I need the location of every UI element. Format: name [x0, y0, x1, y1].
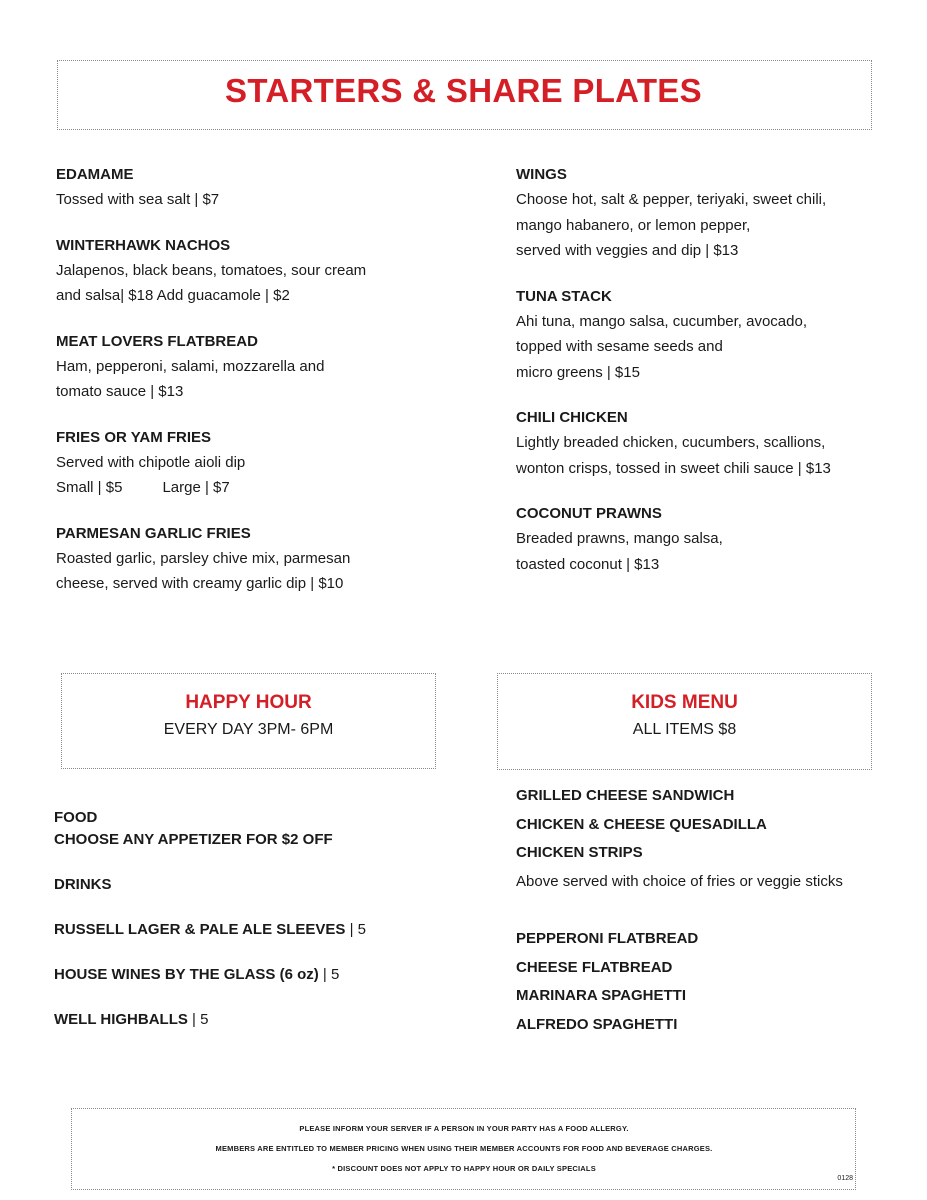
- discount-notice: * DISCOUNT DOES NOT APPLY TO HAPPY HOUR OR DAILY SPECIALS: [332, 1164, 596, 1173]
- kids-item: CHICKEN STRIPS: [516, 844, 643, 861]
- menu-item: [516, 284, 916, 386]
- happy-hour-subtitle: EVERY DAY 3PM- 6PM: [163, 721, 334, 738]
- item-name: PARMESAN GARLIC FRIES: [56, 524, 251, 542]
- drinks-label: DRINKS: [54, 876, 112, 893]
- item-name: MEAT LOVERS FLATBREAD: [56, 332, 258, 350]
- menu-item: [56, 329, 456, 405]
- kids-item: PEPPERONI FLATBREAD: [516, 930, 699, 947]
- item-description: Choose hot, salt & pepper, teriyaki, sweet chili, mango habanero, or lemon pepper, served with veggies and dip | $13: [516, 191, 827, 259]
- item-name: COCONUT PRAWNS: [516, 505, 662, 522]
- menu-item: [516, 501, 916, 577]
- menu-item: [56, 425, 456, 501]
- drink-price: | 5: [318, 966, 340, 983]
- item-description: Roasted garlic, parsley chive mix, parmesan cheese, served with creamy garlic dip | $10: [56, 549, 351, 592]
- item-description: Tossed with sea salt | $7: [56, 191, 220, 208]
- item-description: Ham, pepperoni, salami, mozzarella and tomato sauce | $13: [56, 357, 325, 400]
- kids-item: CHEESE FLATBREAD: [516, 959, 673, 976]
- item-name: WINGS: [516, 166, 567, 183]
- item-name: FRIES OR YAM FRIES: [56, 428, 212, 446]
- page-title: STARTERS & SHARE PLATES: [225, 72, 702, 109]
- item-name: TUNA STACK: [516, 287, 612, 305]
- item-description: Jalapenos, black beans, tomatoes, sour cream and salsa| $18 Add guacamole | $2: [56, 261, 367, 304]
- drink-item: [54, 966, 339, 983]
- kids-item: MARINARA SPAGHETTI: [516, 987, 686, 1004]
- drink-item: [54, 921, 366, 938]
- menu-item: [56, 162, 456, 213]
- small-price: Small | $5: [56, 479, 123, 496]
- kids-menu-subtitle: ALL ITEMS $8: [632, 721, 737, 738]
- drink-name: HOUSE WINES BY THE GLASS (6 oz): [54, 966, 319, 983]
- drink-name: RUSSELL LAGER & PALE ALE SLEEVES: [54, 921, 346, 938]
- food-deal: CHOOSE ANY APPETIZER FOR $2 OFF: [54, 831, 333, 848]
- item-name: EDAMAME: [56, 166, 134, 183]
- kids-item: ALFREDO SPAGHETTI: [516, 1016, 678, 1033]
- food-label: FOOD: [54, 809, 98, 826]
- size-prices: [56, 475, 456, 501]
- menu-item: [56, 521, 456, 597]
- kids-item: CHICKEN & CHEESE QUESADILLA: [516, 816, 767, 833]
- drink-item: [54, 1011, 208, 1028]
- drink-price: | 5: [345, 921, 367, 938]
- large-price: Large | $7: [162, 479, 230, 496]
- happy-hour-title: HAPPY HOUR: [185, 692, 312, 713]
- item-description: Served with chipotle aioli dip: [56, 453, 246, 471]
- item-description: Lightly breaded chicken, cucumbers, scallions, wonton crisps, tossed in sweet chili sauce | $13: [516, 434, 831, 477]
- menu-item: [56, 233, 456, 309]
- drink-name: WELL HIGHBALLS: [54, 1011, 188, 1028]
- kids-note: Above served with choice of fries or veggie sticks: [516, 873, 843, 890]
- document-code: 0128: [837, 1175, 853, 1182]
- kids-menu-title: KIDS MENU: [631, 692, 738, 713]
- item-description: Ahi tuna, mango salsa, cucumber, avocado, topped with sesame seeds and micro greens | $15: [516, 312, 808, 381]
- allergy-notice: PLEASE INFORM YOUR SERVER IF A PERSON IN YOUR PARTY HAS A FOOD ALLERGY.: [299, 1124, 629, 1133]
- starters-right-column: [516, 162, 916, 597]
- item-name: CHILI CHICKEN: [516, 409, 628, 426]
- item-name: WINTERHAWK NACHOS: [56, 236, 231, 254]
- menu-item: [516, 405, 916, 481]
- menu-item: [516, 162, 916, 264]
- kids-item: GRILLED CHEESE SANDWICH: [516, 787, 735, 804]
- member-pricing-notice: MEMBERS ARE ENTITLED TO MEMBER PRICING WHEN USING THEIR MEMBER ACCOUNTS FOR FOOD AND BEVERAGE CHARGES.: [215, 1144, 713, 1153]
- drink-price: | 5: [187, 1011, 209, 1028]
- item-description: Breaded prawns, mango salsa, toasted coconut | $13: [516, 530, 723, 573]
- starters-left-column: [56, 162, 456, 617]
